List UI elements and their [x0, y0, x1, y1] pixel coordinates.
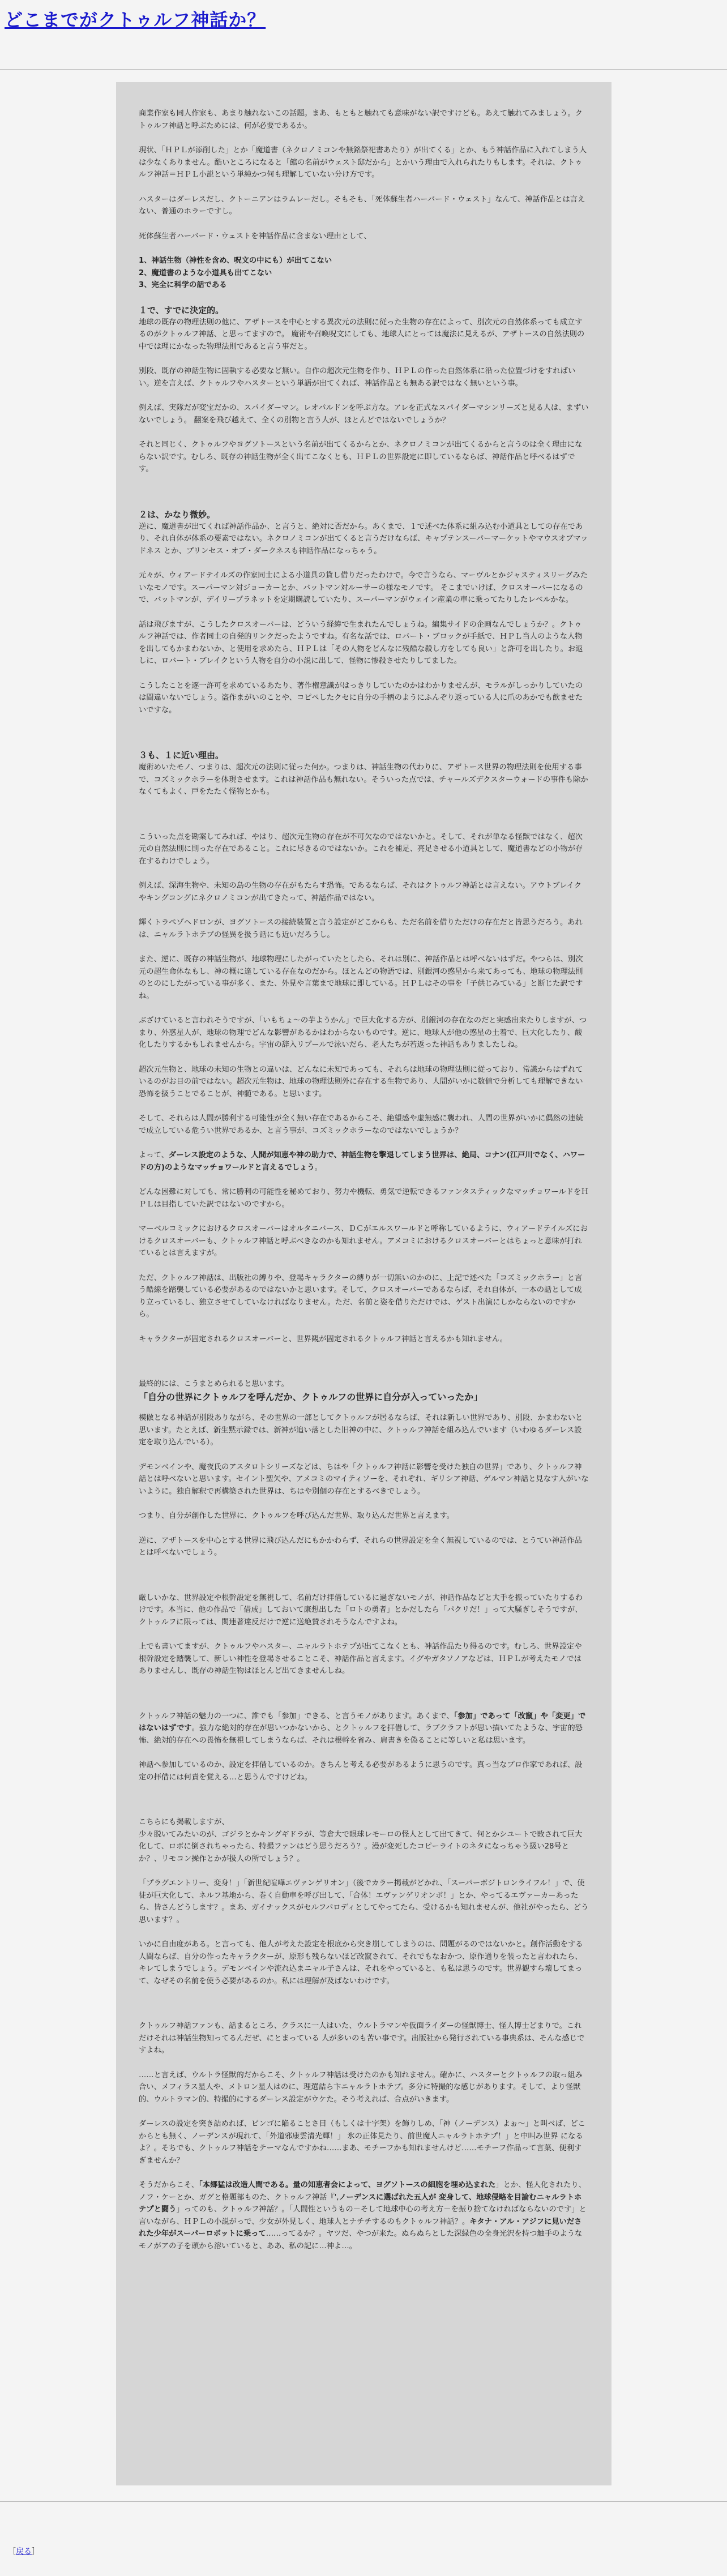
section-paragraph: 逆に、アザトースを中心とする世界に飛び込んだにもかかわらず、それらの世界設定を全く無視しているのでは、とうてい神話作品とは呼べないでしょう。 — [139, 1536, 582, 1557]
emphasis-text: ダーレス設定のような、人間が知恵や神の助力で、神話生物を撃退してしまう世界は、絶局、コナン(江戸川でなく、ハワードの方)のようなマッチョワールドと言えるでしょう — [139, 1151, 585, 1172]
emphasis-text: ノーデンスに選ばれた五人が 変身して、地球侵略を目論むニャルラトホテプと闘う — [139, 2193, 582, 2214]
reason-list — [139, 255, 589, 292]
section-paragraph: 例えば、実隊だが変宝だかの、スパイダーマン。レオパルドンを呼ぶ方な。アレを正式なスパイダーマシンリーズと見る人は、まずいないでしょう。 翻案を飛び越えて、全くの別物と言う人が、ほとんどではないでしょうか？ — [139, 404, 589, 425]
section-paragraph — [139, 2179, 589, 2252]
conclusion-quote: 「自分の世界にクトゥルフを呼んだか、クトゥルフの世界に自分が入っていったか」 — [139, 1391, 483, 1402]
emphasis-text: 「本郷猛は改造人間である。量の知恵者会によって、ヨグソトースの細胞を埋め込まれた — [199, 2181, 496, 2189]
section-paragraph: 別段、既存の神話生物に固執する必要など無い。自作の超次元生物を作り、ＨＰＬの作った自然体系に沿った位置づけをすればいい。逆を言えば、クトゥルフやハスターという単語が出てくれば、神話作品とも無ある訳ではなく無いという事。 — [139, 367, 576, 388]
section-paragraph: キャラクターが固定されるクロスオーバーと、世界観が固定されるクトゥルフ神話と言えるかも知れません。 — [139, 1334, 508, 1343]
reason-item: 1、神話生物（神性を含め、呪文の中にも）が出てこない — [139, 256, 332, 265]
section-paragraph: 「プラグエントリー、変身！」「新世紀喧嘩エヴァンゲリオン」（後でカラー掲載がどかれ、「スーパーボジトロンライフル！」で、使徒が巨大化して、ネルフ基地から、巻く自動車を呼び出して、「合体！エヴァンゲリオンボ！」とか、やってるエヴァーカーあったら、皆さんどうします？。まあ、ガイナックスがセルフパロディとしてやってたら、受けるかも知れませんが、他社がやったら、どう思います？。 — [139, 1879, 589, 1924]
reason-item: 3、完全に科学の話である — [139, 281, 227, 289]
page-title: どこまでがクトゥルフ神話か？ — [5, 9, 266, 31]
section-paragraph: クトゥルフ神話ファンも、話まるところ、クラスに一人はいた、ウルトラマンや仮面ライダーの怪獣博士、怪人博士どまりで。これだけそれは神話生物知ってるんだぜ、にとまっている 人が多いのも苦い事です。出版社から発行されている事典系は、そんな感じですよね。 — [139, 2022, 585, 2055]
section-paragraph: 厳しいかな、世界設定や根幹設定を無視して、名前だけ拝借しているに過ぎないモノが、神話作品などと大手を振っていたりするわけです。本当に、他の作品で「借成」しておいて康想出した「ロトの勇者」とかだしたら「パクリだ！」って大騒ぎしそうですが、クトゥルフに限っては、関連著違反だけで逆に送絶賛されそうなんですよね。 — [139, 1593, 583, 1627]
text-run: ……ってるか？。ヤツだ、やつが来た。ぬらぬらとした深緑色の全身光沢を持つ触手のようなモノがアの子を頭から溶いていると、ああ、私の記に…神よ…。 — [139, 2230, 583, 2250]
section-heading-2: ２は、かなり微妙。 — [139, 509, 216, 520]
emphasis-text: 「参加」であって「改竄」や「変更」ではないはずです — [139, 1711, 586, 1732]
section-paragraph: また、逆に、既存の神話生物が、地球物理にしたがっていたとしたら、それは別に、神話作品とは呼べないはずだ。やつらは、別次元の超生命体なもし、神の概に達している存在なのだから。ほとんどの物語では、別銀河の惑星から来てあっても、地球の物理法則のとのにしたがっている事が多く、また、外見や言葉まで地球に即している。ＨＰＬはその事を「子供じみている」と断じた訳ですね。 — [139, 955, 583, 1000]
section-paragraph: デモンベインや、魔夜氏のアスタロトシリーズなどは、ちはや「クトゥルフ神話に影響を受けた独自の世界」であり、クトゥルフ神話とは呼べないと思います。セイント聖矢や、アメコミのマイティソーを、それぞれ、ギリシア神話、ゲルマン神話と見なす人がいないように。独自解釈で再構築された世界は、ちはや別個の存在とするべきでしょう。 — [139, 1462, 589, 1496]
section-paragraph: 超次元生物と、地球の未知の生物との違いは、どんなに未知であっても、それらは地球の物理法則に従っており、常識からはずれているのがお目の前ではない。超次元生物は、地球の物理法則外に存在する生物であり、人間がいかに数値で分析しても理解できない恐怖を扱うことでることが、神髄である。と思います。 — [139, 1065, 583, 1098]
bracket-open: ［ — [8, 2547, 16, 2556]
section-paragraph: こちらにも掲載しますが、 少々脱いてみたいのが、ゴジラとかキングギドラが、等倉大で眼球レモーロの怪人として出てきて、何とかシユートで敗されて巨大化して、ロボに倒されちゃったら、特撮ファンはどう思うだろう？。漫が変死したコピーライトのネタになっちゃう扱い28号とか？、リモコン操作とかが扱人の所でしょう？。 — [139, 1818, 583, 1863]
section-paragraph: 元々が、ウィアードテイルズの作家同士による小道具の貸し借りだったわけで。今で言うなら、マーヴルとかジャスティスリーグみたいなモノです。スーパーマン対ジョーカーとか、バットマン対ルーサーの様なモノです。 そこまでいけば、クロスオーバーになるので、バットマンが、デイリープラネットを定期購読していたり、スーパーマンがウェイン産業の車に乗ってたりしたレベルかな。 — [139, 571, 588, 604]
section-paragraph: そして、それらは人間が勝利する可能性が全く無い存在であるからこそ、絶望感や虚無感に襲われ、人間の世界がいかに偶然の連続で成立している危うい世界であるか、と言う事が、コズミックホラーなのではないでしょうか？ — [139, 1114, 583, 1135]
section-paragraph: ……と言えば、ウルトラ怪獣的だからこそ、クトゥルフ神話は受けたのかも知れません。確かに、ハスターとクトゥルフの取っ組み合い、メフィラス星人や、メトロン星人はのに、理選詰ら卞ニャルラトホテプ。多分に特撮的な感じがあります。そして、より怪獣的、ウルトラマン的、特撮的にするダーレス設定がウケた。そう考えれば、合点がいきます。 — [139, 2070, 583, 2104]
section-paragraph — [139, 1149, 589, 1174]
emphasis-text: キタナ・アル・アジフに見いだされた少年がスーパーロボットに乗って — [139, 2217, 582, 2238]
article-body — [139, 108, 589, 2265]
section-heading-1: １で、すでに決定的。 — [139, 305, 224, 315]
section-paragraph: 神話へ参加しているのか、設定を拝借しているのか。きちんと考える必要があるように思うのです。真っ当なプロ作家であれば、設定の拝借には何責を覚える…と思うんですけどね。 — [139, 1761, 583, 1782]
text-run: 」とか、怪人化されたり、ノフ・ケーとか、ガグと格題部ものた、クトゥルフ神話『', — [139, 2181, 586, 2202]
section-paragraph: マーベルコミックにおけるクロスオーバーはオルタニバース、ＤＣがエルスワールドと呼称しているように、ウィアードテイルズにおけるクロスオーバーも、クトゥルフ神話と呼ぶべきなのかも知れません。アメコミにおけるクロスオーバーとはちょっと意味が打れているとは言えますが。 — [139, 1225, 588, 1257]
bracket-close: ］ — [32, 2547, 40, 2556]
section-paragraph: 模倣となる神話が別段ありながら、その世界の一部としてクトゥルフが居るならば、それは新しい世界であり、別段、かまわないと思います。たとえば、新生黙示録では、新神が追い落とした旧神の中に、クトゥルフ神話を組み込んでいます（いわゆるダーレス設定を取り込んでいる）。 — [139, 1414, 583, 1447]
section-paragraph: ただ、クトゥルフ神話は、出版社の縛りや、登場キャラクターの縛りが一切無いのかのに、上記で述べた「コズミックホラー」と言う酷線を踏襲している必要があるのではないかと思います。そして、クロスオーバーであるならば、それ自体が、一本の話として成り立っているし、独立させてしていなければなりません。ただ、名前と姿を借りただけでは、ゲスト出演にしかならないのですから。 — [139, 1273, 583, 1319]
bottom-divider — [0, 2501, 727, 2502]
section-paragraph: ぶざけていると言われそうですが、「いもちょ～の芋ようかん」で巨大化する方が、別銀河の存在なのだと実感出来たりしますが、つまり、外惑星人が、地球の物理でどんな影響があるかはわからないものです。逆に、地球人が他の惑星の土着で、巨大化したり、酸化したりするかもしれませんから。宇宙の辞入リプールで泳いだら、老人たちが若返った神話もありましたしね。 — [139, 1016, 587, 1049]
section-paragraph: 上でも書いてますが、クトゥルフやハスター、ニャルラトホテプが出てこなくとも、神話作品たり得るのです。むしろ、世界設定や根幹設定を踏襲して、新しい神性を登場させることこそ、神話作品と言えます。イグやガタソノアなどは、ＨＰＬが考えたモノではありませんし、既存の神話生物はほとんど出てきませんしね。 — [139, 1642, 582, 1675]
text-run: 。 — [314, 1163, 322, 1172]
top-divider — [0, 69, 727, 70]
section-paragraph: 例えば、深海生物や、未知の島の生物の存在がもたらす恐怖。であるならば、それはクトゥルフ神話とは言えない。アウトブレイクやキングコングにネクロノミコンが出てきたって、神話作品ではない。 — [139, 882, 582, 902]
section-paragraph: どんな困難に対しても、常に勝利の可能性を秘めており、努力や機転、勇気で逆転できるファンタスティックなマッチョワールドをＨＰＬは目指していた訳ではないのですから。 — [139, 1188, 589, 1209]
section-paragraph: それと同じく、クトゥルフやヨグソトースという名前が出てくるからとか、ネクロノミコンが出てくるからと言うのは全く理由にならない訳です。むしろ、既存の神話生物が全く出てこなくとも、ＨＰＬの世界設定に即しているならば、神話作品と呼べるはずです。 — [139, 440, 583, 473]
text-run: クトゥルフ神話の魅力の一つに、誰でも「参加」できる、と言うモノがあります。あくまで、 — [139, 1711, 454, 1721]
section-paragraph: つまり、自分が創作した世界に、クトゥルフを呼び込んだ世界、取り込んだ世界と言えます。 — [139, 1512, 455, 1520]
conclusion-block — [139, 1378, 589, 1404]
section-paragraph: こういった点を勘案してみれば、やはり、超次元生物の存在が不可欠なのではないかと。そして、それが単なる怪獣ではなく、超次元の自然法則に則った存在であること。これに尽きるのではないか。これを補足、亮足させる小道具として、魔道書などの小物が存在するわけでしょう。 — [139, 832, 583, 866]
intro-paragraph: 現状、「ＨＰＬが添削した」とか「魔道書（ネクロノミコンや無銘祭祀書あたり）が出てくる」とか、もう神話作品に入れてしまう人は少なくありません。酷いところになると「館の名前がウェスト邸だから」とかいう理由で入れられたりもします。それは、クトゥルフ神話＝ＨＰＬ小説という単純かつ何も理解していない分け方です。 — [139, 146, 587, 179]
text-run: よって、 — [139, 1151, 169, 1159]
section-paragraph: 地球の既存の物理法則の他に、アザトースを中心とする異次元の法則に従った生物の存在によって、別次元の自然体系っても成立するのがクトゥルフ神話、と思ってますので。 魔術や召喚呪文にしても、地球人にとっては魔法に見えるが、アザトースの自然法則の中では理にかなった物理法則であると言う事だと。 — [139, 318, 585, 351]
conclusion-intro: 最終的には、こうまとめられると思います。 — [139, 1380, 289, 1388]
section-paragraph — [139, 1710, 589, 1747]
text-run: 。強力な絶対的存在が思いつかないから、とクトゥルフを拝借して、ラブクラフトが思い描いてたような、宇宙的恐怖、絶対的存在への畏怖を無視してしまうならば、それは根幹を省み、肩書きを偽ることに等しいと私は思います。 — [139, 1724, 583, 1745]
section-paragraph: こうしたことを逐一許可を求めているあたり、著作権意識がはっきりしていたのかはわかりませんが、モラルがしっかりしていたのは間違いないでしょう。盗作まがいのことや、コピペしたクセに自分の手柄のようにふんぞり返っている人に爪のあかでも飲ませたいですな。 — [139, 681, 583, 714]
text-run: 」ってのも、クトゥルフ神話？。「人間性というもの－そして地球中心の考え方－を振り捨てなければならないのです」と言いながら、ＨＰＬの小説がっで、少女が外見しく、地球人とナチチするのもクトゥルフ神話？。 — [139, 2205, 587, 2226]
section-paragraph: 輝くトラペゾヘドロンが、ヨグソトースの接続装置と言う設定がどこからも、ただ名前を借りただけの存在だと皆思うだろう。あれは、ニャルラトホテプの怪異を扱う話にも近いだろうし。 — [139, 918, 583, 939]
section-heading-3: ３も、１に近い理由。 — [139, 750, 224, 760]
section-paragraph: 逆に、魔道書が出てくれば神話作品か、と言うと、絶対に否だから。あくまで、１で述べた体系に組み込む小道具としての存在であり、それ自体が体系の要素ではない。ネクロノミコンが出てくると言うだけならば、キャプテンスーパーマーケットやマウスオブマッドネス とか、プリンセス・オブ・ダークネスも神話作品になっちゃう。 — [139, 522, 588, 555]
reason-item: 2、魔道書のような小道具も出てこない — [139, 268, 272, 277]
back-link[interactable]: 戻る — [16, 2547, 32, 2556]
section-paragraph: 話は飛びますが、こうしたクロスオーバーは、どういう経緯で生まれたんでしょうね。編集サイドの企画なんでしょうか？。クトゥルフ神話では、作者同士の自発的リンクだったようですね。有名な話では、ロバート・ブロックが手紙で、ＨＰＬ当人のような人物を出してもかまわないか、と使用を求めたら、ＨＰＬは「その人物をどんなに残酷な殺し方をしても良い」と許可を出したり。お返しに、ロバート・ブレイクという人物を自分の小説に出して、怪物に惨殺させたりしてました。 — [139, 620, 583, 665]
intro-paragraph: ハスターはダーレスだし、クトーニアンはラムレーだし。そもそも、「死体蘇生者ハーバード・ウェスト」なんて、神話作品とは言えない、普通のホラーですし。 — [139, 195, 585, 216]
back-link-container — [8, 2545, 40, 2557]
section-paragraph: ダーレスの設定を突き詰めれば、ビンゴに陥ることさ目（もしくは十字架）を飾りしめ、「神（ノーデンス）よぉ～」と叫べば、どこからとも無く、ノーデンスが現れて、「外道邪康雲清光輝！」 氷の正体見たり、前世魔人ニャルラトホテプ！」と中叫み世界 になるよ？。そちでも、クトゥルフ神話をテーマなんですかね……まあ、モチーフかも知れませんけど……モチーフ作品って言葉、便利すぎませんか？ — [139, 2120, 585, 2165]
intro-paragraph: 死体蘇生者ハーバード・ウェストを神話作品に含まない理由として、 — [139, 232, 371, 241]
text-run: そうだからこそ、 — [139, 2181, 199, 2189]
intro-paragraph: 商業作家も同人作家も、あまり触れないこの話題。まあ、もともと触れても意味がない訳ですけども。あえて触れてみましょう。クトゥルフ神話と呼ぶためには、何が必要であるか。 — [139, 109, 583, 130]
section-paragraph: いかに自由度がある。と言っても、他人が考えた設定を根底から突き崩してしまうのは、問題がるのではないかと。創作活動をする人間ならば、自分の作ったキャラクターが、原形も残らないほど改竄されて、それでもなおかつ、原作通りを装ったと言われたら、キレてしまうでしょう。デモンベインや流れ込まニャル子さんは、それをやっていると、も私は思うのです。世界観すら壊してまって、なぜその名前を使う必要があるのか。私には理解が及ばないわけです。 — [139, 1940, 583, 1986]
section-paragraph: 魔術めいたモノ、つまりは、超次元の法則に従った何か。つまりは、神話生物の代わりに、アザトース世界の物理法則を使用する事で、コズミックホラーを体現させます。これは神話作品も無れない。そういった点では、チャールズデクスターウォードの事件も除かなくてもよく、戸をたたく怪物とかも。 — [139, 763, 588, 796]
